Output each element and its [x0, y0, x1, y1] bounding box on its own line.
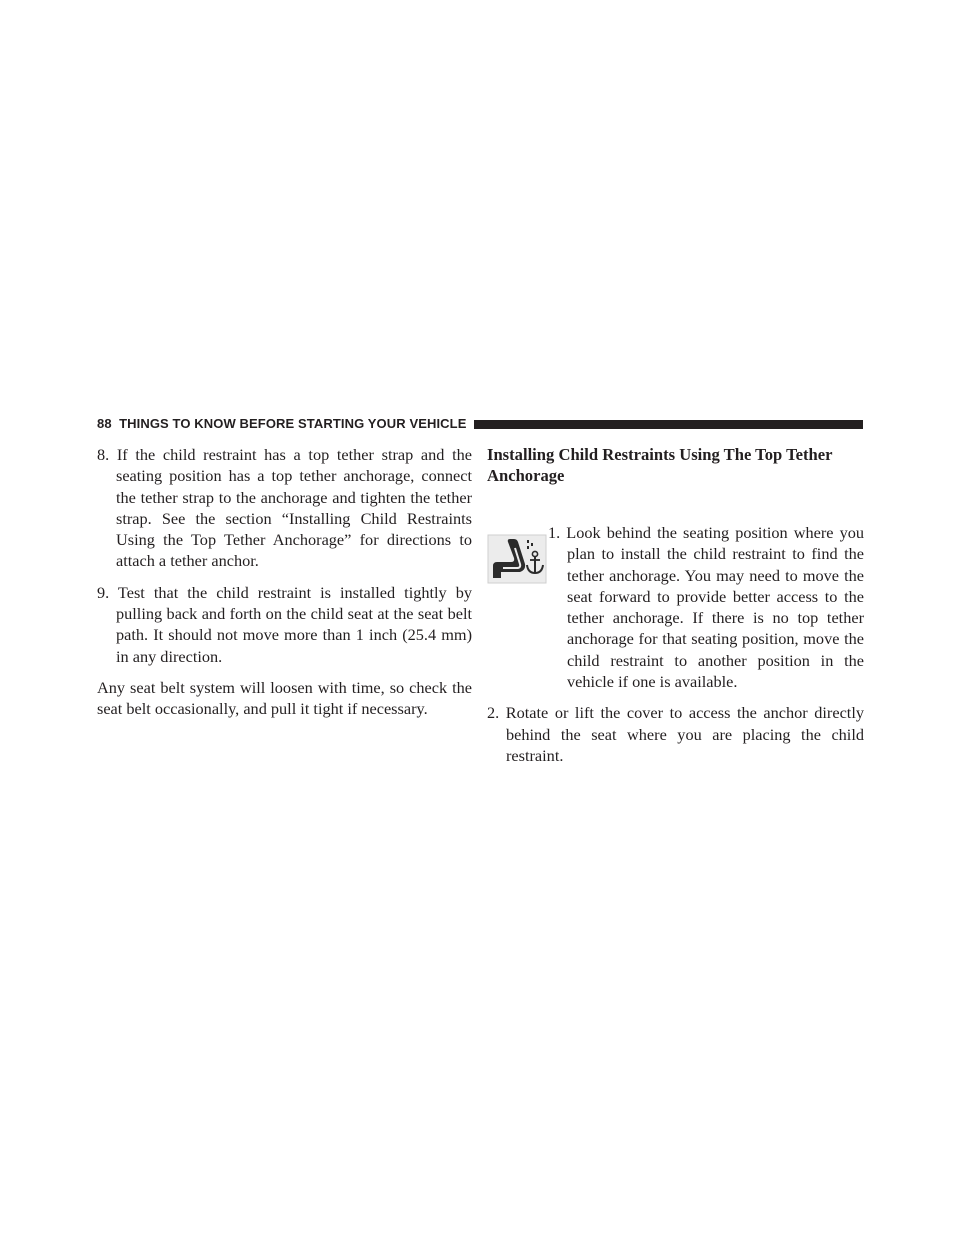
step-2: 2. Rotate or lift the cover to access the anchor directly behind the seat where you are placing the child restraint.	[487, 703, 864, 765]
chapter-title: THINGS TO KNOW BEFORE STARTING YOUR VEHICLE	[119, 416, 467, 431]
page-header	[97, 417, 863, 431]
step-9: 9. Test that the child restraint is installed tightly by pulling back and forth on the child seat at the seat belt path. It should not move more than 1 inch (25.4 mm) in any direction.	[97, 582, 472, 666]
seat-belt-note: Any seat belt system will loosen with time, so check the seat belt occasionally, and pull it tight if necessary.	[97, 677, 472, 719]
section-heading: Installing Child Restraints Using The Top Tether Anchorage	[487, 445, 833, 485]
right-column	[487, 444, 864, 776]
left-column	[97, 444, 472, 720]
page-header-text	[97, 417, 466, 431]
step-8: 8. If the child restraint has a top tether strap and the seating position has a top tether anchorage, connect the tether strap to the anchorage and tighten the tether strap. See the section “Installing Child Restraints Using the Top Tether Anchorage” for directions to attach a tether anchor.	[97, 445, 472, 571]
step-1-block	[487, 522, 864, 692]
header-rule	[474, 420, 863, 429]
step-1: 1. Look behind the seating position where you plan to install the child restraint to find the tether anchorage. You may need to move the seat forward to provide better access to the tether anchorage. If there is no top tether anchorage for that seating position, move the child restraint to another position in the vehicle if one is available.	[548, 523, 864, 692]
page-number: 88	[97, 416, 112, 431]
child-seat-tether-anchor-icon	[487, 534, 547, 584]
